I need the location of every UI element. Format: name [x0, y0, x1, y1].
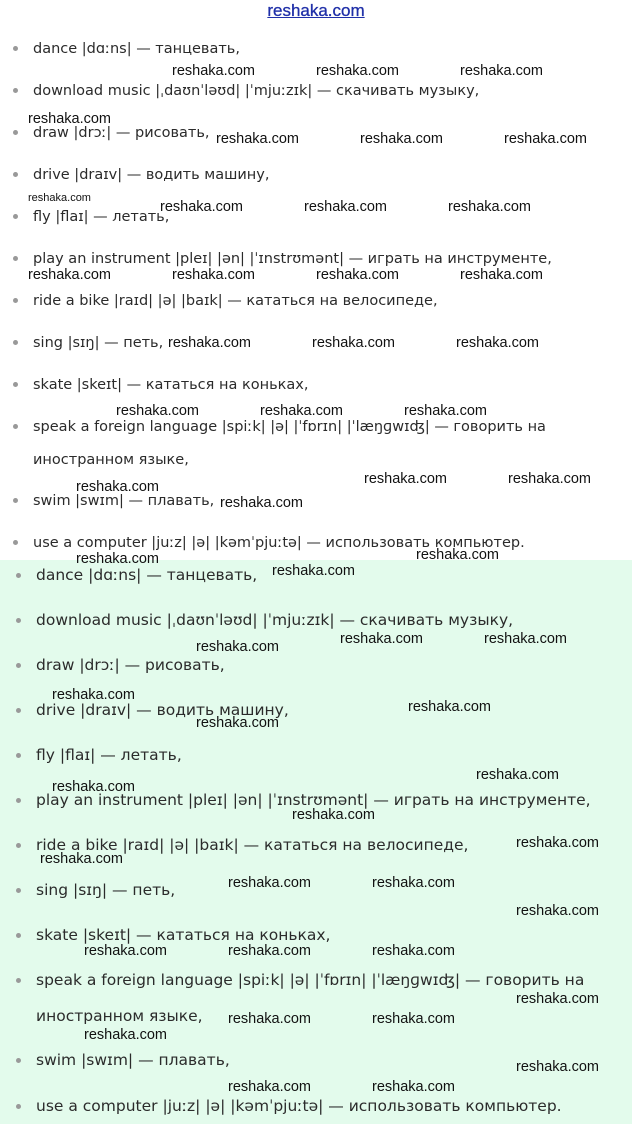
- watermark-text: reshaka.com: [484, 631, 568, 647]
- watermark-text: reshaka.com: [172, 63, 256, 79]
- watermark-text: reshaka.com: [228, 943, 312, 959]
- bullet-icon: [13, 498, 18, 503]
- watermark-text: reshaka.com: [516, 903, 600, 919]
- bullet-icon: [13, 424, 18, 429]
- watermark-text: reshaka.com: [408, 699, 492, 715]
- watermark-text: reshaka.com: [196, 639, 280, 655]
- bullet-icon: [16, 843, 21, 848]
- watermark-text: reshaka.com: [116, 403, 200, 419]
- watermark-text: reshaka.com: [364, 471, 448, 487]
- list-item: skate |skeɪt| — кататься на коньках,: [33, 368, 622, 402]
- list-item: play an instrument |pleɪ| |ən| |ˈɪnstrʊmənt| — играть на инструменте,: [33, 242, 622, 276]
- list-item: skate |skeɪt| — кататься на коньках,: [36, 913, 622, 958]
- bullet-icon: [13, 340, 18, 345]
- watermark-text: reshaka.com: [76, 479, 160, 495]
- bullet-icon: [16, 573, 21, 578]
- watermark-text: reshaka.com: [228, 1079, 312, 1095]
- list-item: download music |ˌdaʊnˈləʊd| |ˈmjuːzɪk| — скачивать музыку,: [33, 74, 622, 108]
- watermark-text: reshaka.com: [28, 111, 112, 127]
- watermark-text: reshaka.com: [228, 875, 312, 891]
- watermark-text: reshaka.com: [304, 199, 388, 215]
- watermark-text: reshaka.com: [404, 403, 488, 419]
- watermark-text: reshaka.com: [220, 495, 304, 511]
- watermark-text: reshaka.com: [316, 63, 400, 79]
- watermark-text: reshaka.com: [52, 687, 136, 703]
- bullet-icon: [13, 172, 18, 177]
- watermark-text: reshaka.com: [372, 943, 456, 959]
- watermark-text: reshaka.com: [84, 1027, 168, 1043]
- watermark-text: reshaka.com: [372, 1011, 456, 1027]
- watermark-text: reshaka.com: [272, 563, 356, 579]
- watermark-text: reshaka.com: [360, 131, 444, 147]
- watermark-text: reshaka.com: [84, 943, 168, 959]
- list-item-continuation: иностранном языке,: [33, 452, 189, 468]
- list-item: sing |sɪŋ| — петь,: [33, 326, 622, 360]
- watermark-text: reshaka.com: [196, 715, 280, 731]
- bullet-icon: [16, 1058, 21, 1063]
- bullet-icon: [16, 663, 21, 668]
- bullet-icon: [16, 618, 21, 623]
- bullet-icon: [13, 88, 18, 93]
- watermark-text: reshaka.com: [416, 547, 500, 563]
- watermark-text: reshaka.com: [76, 551, 160, 567]
- watermark-text: reshaka.com: [508, 471, 592, 487]
- list-item: ride a bike |raɪd| |ə| |baɪk| — кататься на велосипеде,: [33, 284, 622, 318]
- bullet-icon: [13, 256, 18, 261]
- bullet-icon: [16, 933, 21, 938]
- list-item: swim |swɪm| — плавать,: [36, 1038, 622, 1083]
- list-item: fly |flaɪ| — летать,: [36, 733, 622, 778]
- list-item: drive |draɪv| — водить машину,: [33, 158, 622, 192]
- watermark-text: reshaka.com: [216, 131, 300, 147]
- watermark-text: reshaka.com: [168, 335, 252, 351]
- watermark-text: reshaka.com: [460, 63, 544, 79]
- watermark-text: reshaka.com: [456, 335, 540, 351]
- bullet-icon: [13, 298, 18, 303]
- bullet-icon: [16, 888, 21, 893]
- list-item: draw |drɔː| — рисовать,: [33, 116, 622, 150]
- list-item: sing |sɪŋ| — петь,: [36, 868, 622, 913]
- bullet-icon: [13, 214, 18, 219]
- watermark-text: reshaka.com: [372, 1079, 456, 1095]
- watermark-text: reshaka.com: [516, 991, 600, 1007]
- bullet-icon: [16, 978, 21, 983]
- watermark-text: reshaka.com: [172, 267, 256, 283]
- list-item: play an instrument |pleɪ| |ən| |ˈɪnstrʊmənt| — играть на инструменте,: [36, 778, 622, 823]
- watermark-text: reshaka.com: [28, 267, 112, 283]
- watermark-text: reshaka.com: [372, 875, 456, 891]
- watermark-text: reshaka.com: [460, 267, 544, 283]
- list-item: draw |drɔː| — рисовать,: [36, 643, 622, 688]
- bullet-icon: [16, 1104, 21, 1109]
- bullet-icon: [13, 540, 18, 545]
- list-item: drive |draɪv| — водить машину,: [36, 688, 622, 733]
- list-item: use a computer |juːz| |ə| |kəmˈpjuːtə| — использовать компьютер.: [36, 1084, 622, 1129]
- bullet-icon: [13, 46, 18, 51]
- list-item: dance |dɑːns| — танцевать,: [33, 32, 622, 66]
- watermark-text: reshaka.com: [160, 199, 244, 215]
- bullet-icon: [13, 130, 18, 135]
- bullet-icon: [16, 798, 21, 803]
- list-item-continuation: иностранном языке,: [36, 1007, 203, 1025]
- list-item: speak a foreign language |spiːk| |ə| |ˈfɒrɪn| |ˈlæŋɡwɪʤ| — говорить на: [33, 410, 622, 444]
- watermark-text: reshaka.com: [448, 199, 532, 215]
- watermark-text: reshaka.com: [340, 631, 424, 647]
- list-item: fly |flaɪ| — летать,: [33, 200, 622, 234]
- watermark-text: reshaka.com: [260, 403, 344, 419]
- list-item: dance |dɑːns| — танцевать,: [36, 553, 622, 598]
- bullet-icon: [16, 753, 21, 758]
- bullet-icon: [16, 708, 21, 713]
- watermark-text: reshaka.com: [292, 807, 376, 823]
- watermark-text: reshaka.com: [516, 835, 600, 851]
- watermark-text: reshaka.com: [476, 767, 560, 783]
- watermark-text: reshaka.com: [516, 1059, 600, 1075]
- watermark-text: reshaka.com: [316, 267, 400, 283]
- watermark-text: reshaka.com: [504, 131, 588, 147]
- list-item: speak a foreign language |spiːk| |ə| |ˈfɒrɪn| |ˈlæŋɡwɪʤ| — говорить на: [36, 958, 622, 1003]
- watermark-text: reshaka.com: [52, 779, 136, 795]
- watermark-text: reshaka.com: [28, 192, 91, 204]
- watermark-text: reshaka.com: [228, 1011, 312, 1027]
- header-link[interactable]: reshaka.com: [267, 1, 365, 20]
- list-item: use a computer |juːz| |ə| |kəmˈpjuːtə| — использовать компьютер.: [33, 526, 622, 560]
- watermark-text: reshaka.com: [312, 335, 396, 351]
- bullet-icon: [13, 382, 18, 387]
- list-item: ride a bike |raɪd| |ə| |baɪk| — кататься на велосипеде,: [36, 823, 622, 868]
- list-item: swim |swɪm| — плавать,: [33, 484, 622, 518]
- watermark-text: reshaka.com: [40, 851, 124, 867]
- list-item: download music |ˌdaʊnˈləʊd| |ˈmjuːzɪk| — скачивать музыку,: [36, 598, 622, 643]
